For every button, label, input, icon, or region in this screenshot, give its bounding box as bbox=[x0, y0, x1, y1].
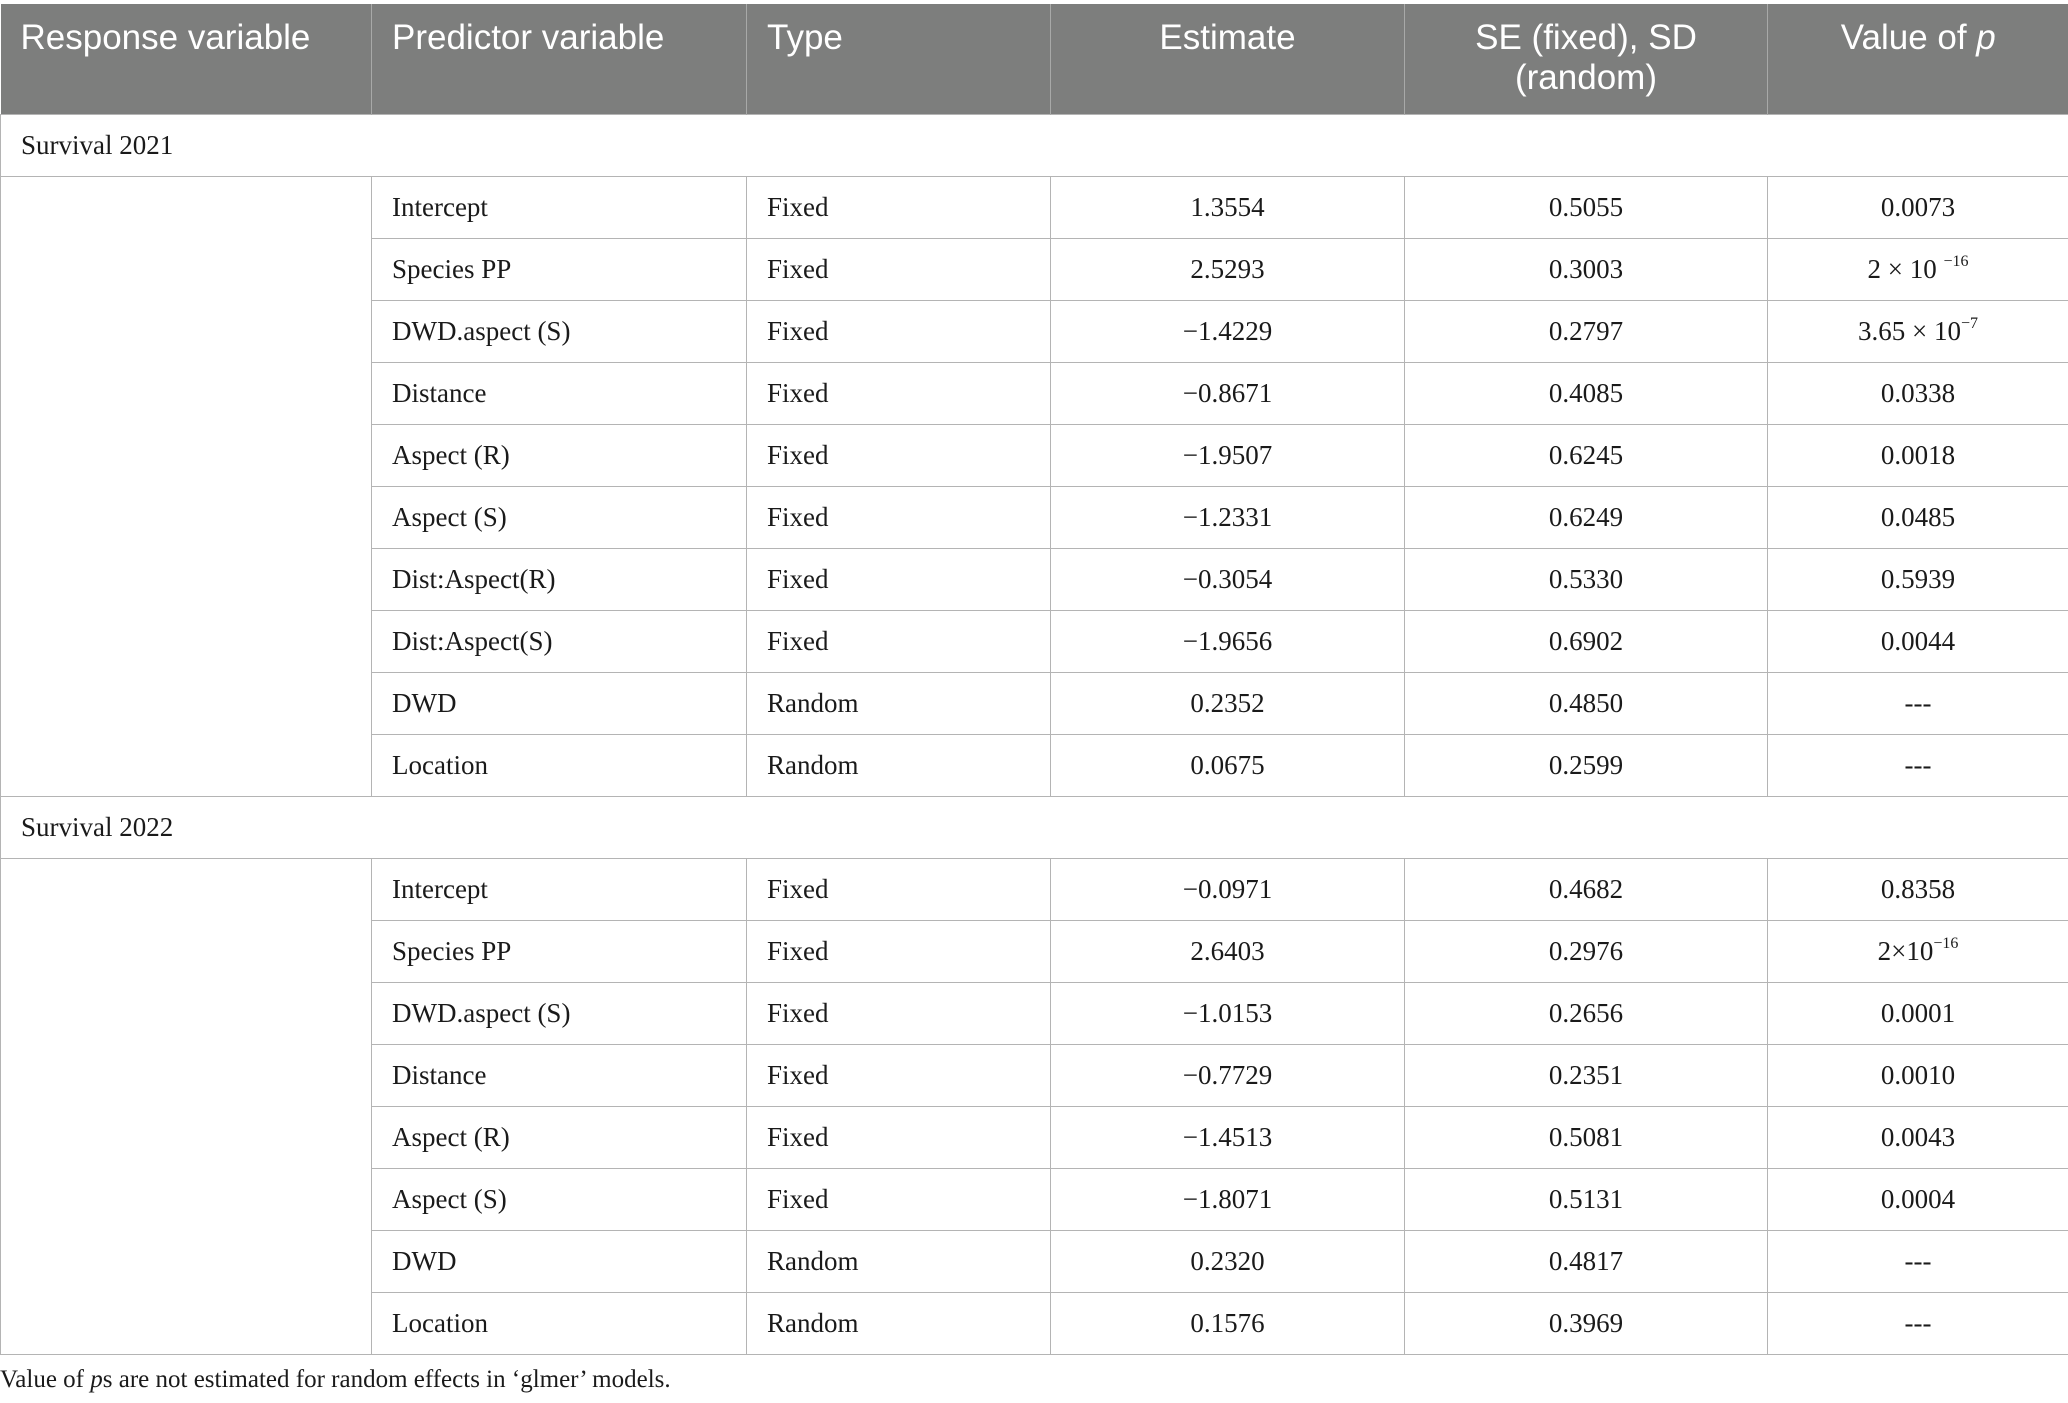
predictor-cell: Location bbox=[372, 734, 747, 796]
header-p-value bbox=[1768, 4, 2068, 114]
p-value-cell bbox=[1768, 734, 2068, 796]
type-cell: Random bbox=[747, 1230, 1051, 1292]
table-row bbox=[1, 176, 2068, 238]
p-value-text: 0.0073 bbox=[1880, 191, 1956, 222]
estimate-cell: 0.0675 bbox=[1051, 734, 1405, 796]
se-cell: 0.6245 bbox=[1405, 424, 1768, 486]
section-row bbox=[1, 114, 2068, 176]
type-cell: Fixed bbox=[747, 362, 1051, 424]
header-estimate: Estimate bbox=[1051, 4, 1405, 114]
type-cell: Fixed bbox=[747, 610, 1051, 672]
se-cell: 0.4817 bbox=[1405, 1230, 1768, 1292]
p-value-cell bbox=[1768, 176, 2068, 238]
predictor-cell: Aspect (R) bbox=[372, 1106, 747, 1168]
type-cell: Fixed bbox=[747, 238, 1051, 300]
p-value-text: 0.0018 bbox=[1880, 439, 1956, 470]
se-cell: 0.5055 bbox=[1405, 176, 1768, 238]
predictor-cell: Species PP bbox=[372, 238, 747, 300]
p-value-cell bbox=[1768, 1292, 2068, 1354]
predictor-cell: Dist:Aspect(S) bbox=[372, 610, 747, 672]
type-cell: Fixed bbox=[747, 982, 1051, 1044]
table-footnote bbox=[0, 1366, 671, 1394]
header-response-variable: Response variable bbox=[1, 4, 372, 114]
se-cell: 0.2351 bbox=[1405, 1044, 1768, 1106]
estimate-cell: −1.8071 bbox=[1051, 1168, 1405, 1230]
estimate-cell: 0.2320 bbox=[1051, 1230, 1405, 1292]
p-value-text: 0.0001 bbox=[1880, 997, 1956, 1028]
se-cell: 0.2656 bbox=[1405, 982, 1768, 1044]
p-value-text: 0.8358 bbox=[1880, 873, 1956, 904]
p-value-cell bbox=[1768, 1230, 2068, 1292]
se-cell: 0.6249 bbox=[1405, 486, 1768, 548]
results-table bbox=[0, 4, 2068, 1355]
predictor-cell: Aspect (S) bbox=[372, 1168, 747, 1230]
estimate-cell: −0.0971 bbox=[1051, 858, 1405, 920]
estimate-cell: −1.4229 bbox=[1051, 300, 1405, 362]
type-cell: Fixed bbox=[747, 300, 1051, 362]
predictor-cell: DWD.aspect (S) bbox=[372, 300, 747, 362]
type-cell: Fixed bbox=[747, 920, 1051, 982]
header-row bbox=[1, 4, 2068, 114]
table-body bbox=[1, 114, 2068, 1354]
se-cell: 0.4682 bbox=[1405, 858, 1768, 920]
p-value-text: 0.5939 bbox=[1880, 563, 1956, 594]
header-predictor-variable: Predictor variable bbox=[372, 4, 747, 114]
se-cell: 0.3003 bbox=[1405, 238, 1768, 300]
p-value-text: 3.65 × 10 bbox=[1857, 315, 1961, 346]
estimate-cell: −0.7729 bbox=[1051, 1044, 1405, 1106]
type-cell: Fixed bbox=[747, 176, 1051, 238]
p-value-text: --- bbox=[1904, 749, 1932, 780]
type-cell: Random bbox=[747, 672, 1051, 734]
p-value-cell bbox=[1768, 238, 2068, 300]
predictor-cell: Intercept bbox=[372, 176, 747, 238]
estimate-cell: −0.8671 bbox=[1051, 362, 1405, 424]
predictor-cell: Species PP bbox=[372, 920, 747, 982]
p-value-text: 0.0485 bbox=[1880, 501, 1956, 532]
p-value-text: 0.0043 bbox=[1880, 1121, 1956, 1152]
p-value-cell bbox=[1768, 1168, 2068, 1230]
se-cell: 0.5081 bbox=[1405, 1106, 1768, 1168]
se-cell: 0.2797 bbox=[1405, 300, 1768, 362]
header-se-sd: SE (fixed), SD (random) bbox=[1405, 4, 1768, 114]
estimate-cell: −1.2331 bbox=[1051, 486, 1405, 548]
section-title: Survival 2021 bbox=[1, 114, 2068, 176]
se-cell: 0.3969 bbox=[1405, 1292, 1768, 1354]
p-value-cell bbox=[1768, 672, 2068, 734]
estimate-cell: −0.3054 bbox=[1051, 548, 1405, 610]
p-value-text: 2 × 10 bbox=[1867, 253, 1937, 284]
estimate-cell: −1.0153 bbox=[1051, 982, 1405, 1044]
type-cell: Fixed bbox=[747, 858, 1051, 920]
type-cell: Fixed bbox=[747, 486, 1051, 548]
p-value-text: --- bbox=[1904, 687, 1932, 718]
response-variable-cell bbox=[1, 858, 372, 1354]
predictor-cell: Aspect (R) bbox=[372, 424, 747, 486]
type-cell: Fixed bbox=[747, 1044, 1051, 1106]
type-cell: Fixed bbox=[747, 1168, 1051, 1230]
p-value-cell bbox=[1768, 858, 2068, 920]
estimate-cell: 1.3554 bbox=[1051, 176, 1405, 238]
estimate-cell: 2.6403 bbox=[1051, 920, 1405, 982]
section-title: Survival 2022 bbox=[1, 796, 2068, 858]
footnote-after: s are not estimated for random effects in ‘glmer’ models. bbox=[102, 1366, 671, 1393]
type-cell: Fixed bbox=[747, 1106, 1051, 1168]
p-value-cell bbox=[1768, 1106, 2068, 1168]
section-row bbox=[1, 796, 2068, 858]
p-value-exponent: −7 bbox=[1960, 314, 1978, 332]
se-cell: 0.5131 bbox=[1405, 1168, 1768, 1230]
p-value-cell bbox=[1768, 982, 2068, 1044]
header-p-value-label: Value of bbox=[1840, 18, 1977, 57]
type-cell: Random bbox=[747, 734, 1051, 796]
p-value-cell bbox=[1768, 486, 2068, 548]
p-value-text: --- bbox=[1904, 1245, 1932, 1276]
predictor-cell: Distance bbox=[372, 1044, 747, 1106]
type-cell: Fixed bbox=[747, 424, 1051, 486]
predictor-cell: Dist:Aspect(R) bbox=[372, 548, 747, 610]
table-row bbox=[1, 858, 2068, 920]
predictor-cell: DWD.aspect (S) bbox=[372, 982, 747, 1044]
p-value-text: 0.0338 bbox=[1880, 377, 1956, 408]
se-cell: 0.2599 bbox=[1405, 734, 1768, 796]
p-value-exponent: −16 bbox=[1943, 252, 1969, 270]
predictor-cell: Aspect (S) bbox=[372, 486, 747, 548]
type-cell: Fixed bbox=[747, 548, 1051, 610]
se-cell: 0.6902 bbox=[1405, 610, 1768, 672]
se-cell: 0.2976 bbox=[1405, 920, 1768, 982]
type-cell: Random bbox=[747, 1292, 1051, 1354]
se-cell: 0.5330 bbox=[1405, 548, 1768, 610]
predictor-cell: DWD bbox=[372, 672, 747, 734]
p-value-exponent: −16 bbox=[1933, 934, 1959, 952]
estimate-cell: 0.2352 bbox=[1051, 672, 1405, 734]
p-value-text: 0.0010 bbox=[1880, 1059, 1956, 1090]
estimate-cell: −1.4513 bbox=[1051, 1106, 1405, 1168]
predictor-cell: Location bbox=[372, 1292, 747, 1354]
se-cell: 0.4085 bbox=[1405, 362, 1768, 424]
p-value-cell bbox=[1768, 610, 2068, 672]
p-value-text: --- bbox=[1904, 1307, 1932, 1338]
estimate-cell: 2.5293 bbox=[1051, 238, 1405, 300]
p-value-cell bbox=[1768, 920, 2068, 982]
p-value-cell bbox=[1768, 1044, 2068, 1106]
se-cell: 0.4850 bbox=[1405, 672, 1768, 734]
footnote-italic: p bbox=[90, 1366, 103, 1393]
p-value-text: 2×10 bbox=[1877, 935, 1934, 966]
p-value-cell bbox=[1768, 300, 2068, 362]
p-value-text: 0.0004 bbox=[1880, 1183, 1956, 1214]
p-value-cell bbox=[1768, 362, 2068, 424]
footnote-before: Value of bbox=[0, 1366, 91, 1393]
p-value-cell bbox=[1768, 548, 2068, 610]
predictor-cell: Intercept bbox=[372, 858, 747, 920]
p-value-text: 0.0044 bbox=[1880, 625, 1956, 656]
estimate-cell: −1.9656 bbox=[1051, 610, 1405, 672]
estimate-cell: 0.1576 bbox=[1051, 1292, 1405, 1354]
predictor-cell: DWD bbox=[372, 1230, 747, 1292]
p-value-cell bbox=[1768, 424, 2068, 486]
predictor-cell: Distance bbox=[372, 362, 747, 424]
response-variable-cell bbox=[1, 176, 372, 796]
header-p-italic: p bbox=[1976, 18, 1996, 57]
estimate-cell: −1.9507 bbox=[1051, 424, 1405, 486]
header-type: Type bbox=[747, 4, 1051, 114]
